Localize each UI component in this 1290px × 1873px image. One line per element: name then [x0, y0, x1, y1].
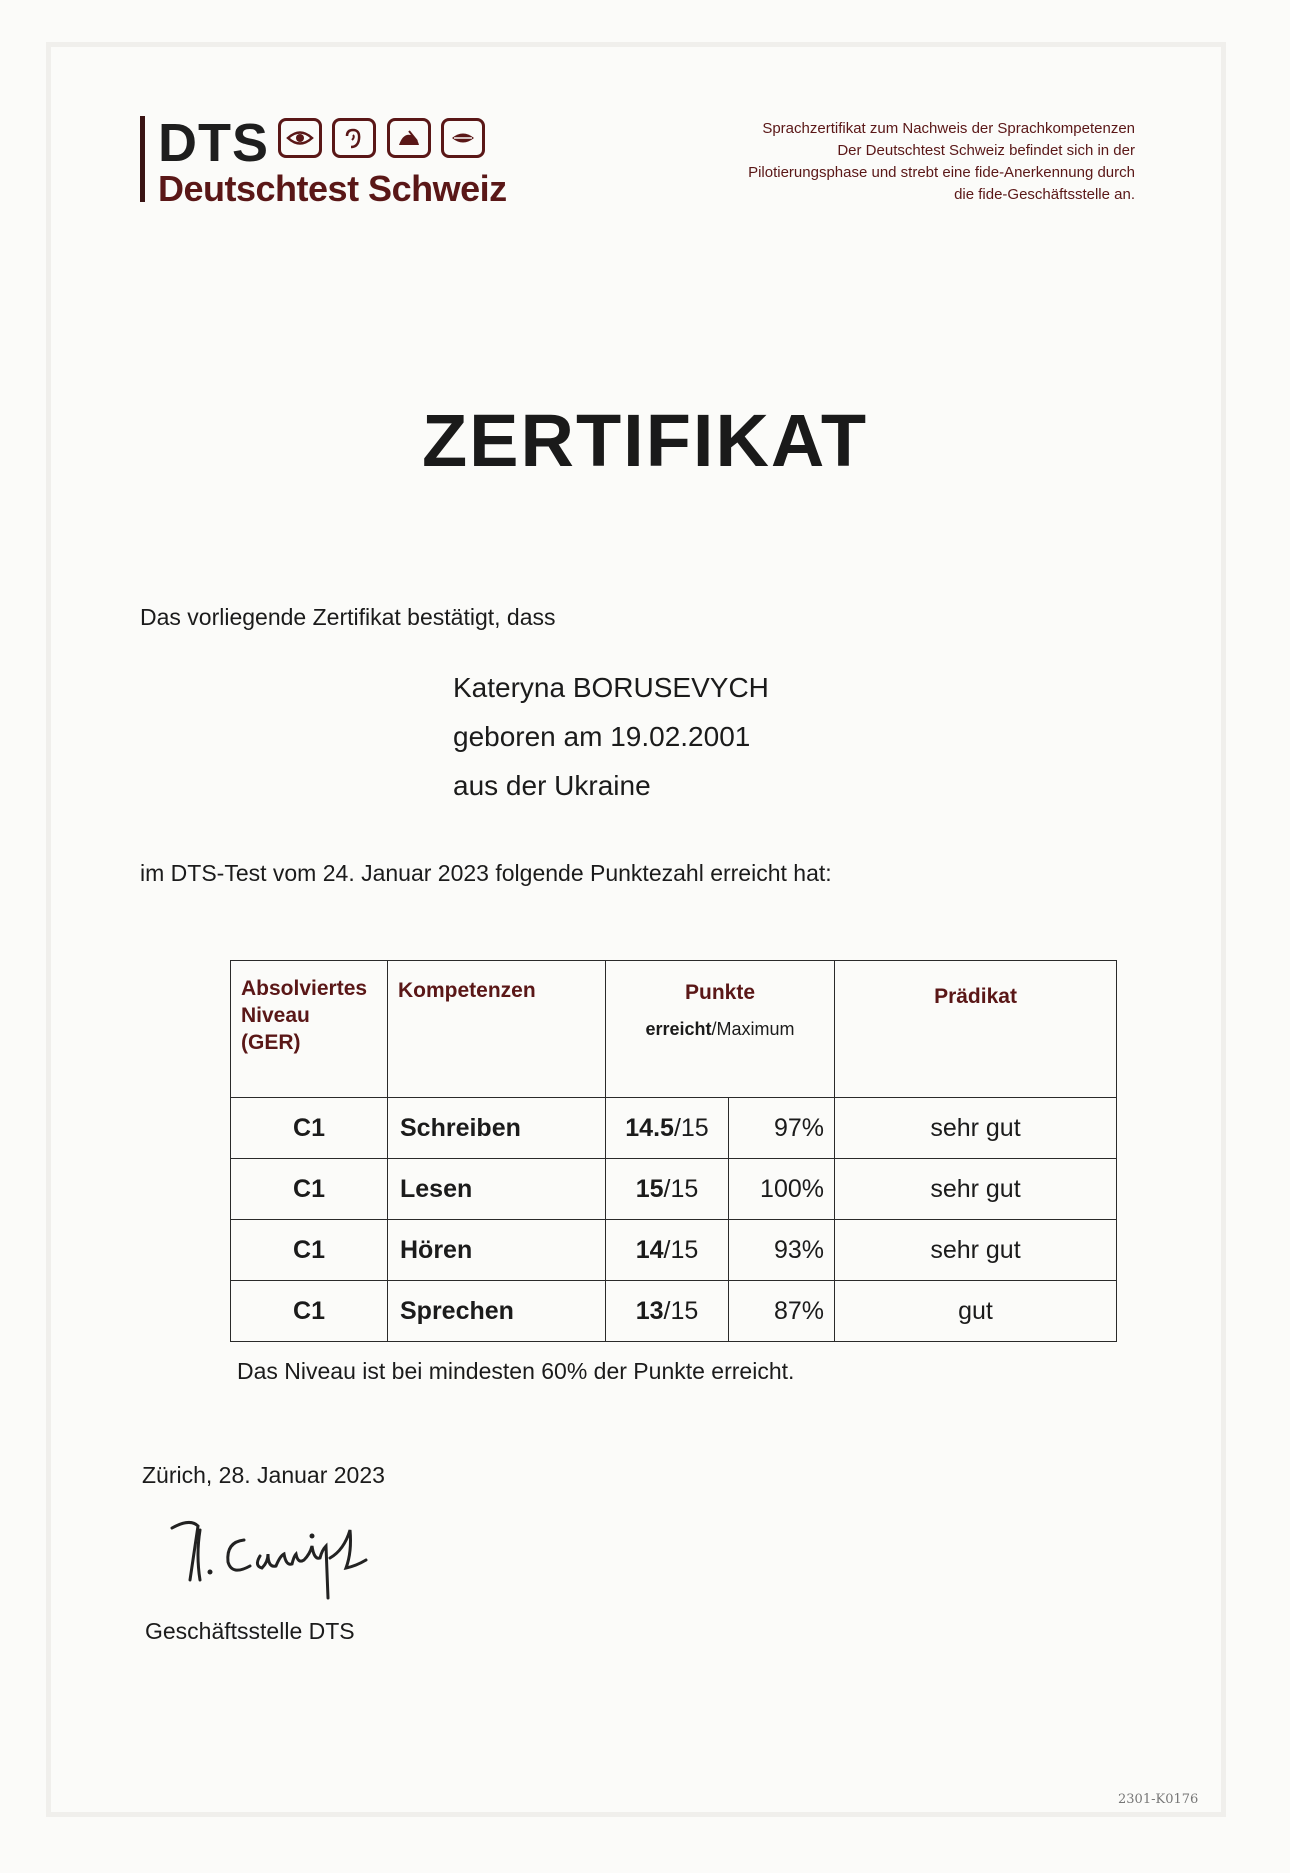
- cell-competence: Sprechen: [388, 1281, 606, 1342]
- person-block: [453, 663, 769, 810]
- cell-rating: sehr gut: [835, 1220, 1117, 1281]
- cell-level: C1: [231, 1098, 388, 1159]
- cell-rating: sehr gut: [835, 1098, 1117, 1159]
- cell-points: [606, 1220, 729, 1281]
- header-competence: Kompetenzen: [388, 961, 606, 1098]
- header-level-line: Niveau: [241, 1004, 310, 1027]
- logo-mark: DTS: [158, 113, 269, 173]
- dts-logo: [140, 112, 540, 208]
- cell-level: C1: [231, 1220, 388, 1281]
- ear-icon: [332, 118, 376, 158]
- header-note: [595, 118, 1135, 206]
- cell-percent: 93%: [729, 1220, 835, 1281]
- table-row: [231, 1220, 1117, 1281]
- logo-bar: [140, 116, 145, 202]
- table-row: [231, 1281, 1117, 1342]
- cell-rating: sehr gut: [835, 1159, 1117, 1220]
- lead-text: Das vorliegende Zertifikat bestätigt, dass: [140, 604, 556, 630]
- test-line: im DTS-Test vom 24. Januar 2023 folgende Punktezahl erreicht hat:: [140, 860, 832, 886]
- person-birth: geboren am 19.02.2001: [453, 721, 751, 752]
- header-level-line: Absolviertes: [241, 977, 368, 1000]
- certificate-title: ZERTIFIKAT: [421, 399, 869, 482]
- header-note-line: Sprachzertifikat zum Nachweis der Sprachkompetenzen: [762, 120, 1135, 137]
- table-row: [231, 1098, 1117, 1159]
- points-max: /15: [663, 1235, 699, 1264]
- points-achieved: 14: [635, 1235, 664, 1264]
- eye-icon: [278, 118, 322, 158]
- cell-competence: Schreiben: [388, 1098, 606, 1159]
- document-number: 2301-K0176: [1118, 1792, 1199, 1807]
- header-points-sub: [606, 1019, 834, 1040]
- cell-percent: 87%: [729, 1281, 835, 1342]
- cell-rating: gut: [835, 1281, 1117, 1342]
- place-date: Zürich, 28. Januar 2023: [142, 1462, 385, 1488]
- table-header-row: [231, 961, 1117, 1098]
- cell-points: [606, 1159, 729, 1220]
- logo-icons: [278, 118, 491, 164]
- header-note-line: Pilotierungsphase und strebt eine fide-Anerkennung durch: [748, 164, 1135, 181]
- person-origin: aus der Ukraine: [453, 770, 651, 801]
- cell-percent: 97%: [729, 1098, 835, 1159]
- header-level-line: (GER): [241, 1031, 301, 1054]
- points-max: /15: [663, 1174, 699, 1203]
- cell-points: [606, 1281, 729, 1342]
- cell-level: C1: [231, 1281, 388, 1342]
- cell-competence: Hören: [388, 1220, 606, 1281]
- header-points-label: Punkte: [684, 981, 755, 1004]
- signature: [160, 1510, 380, 1600]
- points-max: /15: [673, 1113, 709, 1142]
- level-footnote: Das Niveau ist bei mindesten 60% der Punkte erreicht.: [237, 1358, 795, 1384]
- cell-points: [606, 1098, 729, 1159]
- cell-level: C1: [231, 1159, 388, 1220]
- header-note-line: die fide-Geschäftsstelle an.: [954, 186, 1135, 203]
- logo-name: Deutschtest Schweiz: [158, 168, 507, 209]
- cell-competence: Lesen: [388, 1159, 606, 1220]
- issuing-office: Geschäftsstelle DTS: [145, 1618, 355, 1644]
- hand-writing-icon: [387, 118, 431, 158]
- header-level: [231, 961, 388, 1098]
- header-points-max: /Maximum: [711, 1019, 795, 1039]
- points-max: /15: [663, 1296, 699, 1325]
- points-achieved: 15: [635, 1174, 664, 1203]
- header-points-achieved: erreicht: [645, 1019, 712, 1039]
- cell-percent: 100%: [729, 1159, 835, 1220]
- header-rating: Prädikat: [835, 961, 1117, 1098]
- header-points: [606, 961, 835, 1098]
- header-note-line: Der Deutschtest Schweiz befindet sich in der: [837, 142, 1135, 159]
- points-achieved: 14.5: [625, 1113, 674, 1142]
- person-name: Kateryna BORUSEVYCH: [453, 672, 769, 703]
- table-row: [231, 1159, 1117, 1220]
- mouth-icon: [441, 118, 485, 158]
- points-achieved: 13: [635, 1296, 664, 1325]
- score-table: [230, 960, 1117, 1342]
